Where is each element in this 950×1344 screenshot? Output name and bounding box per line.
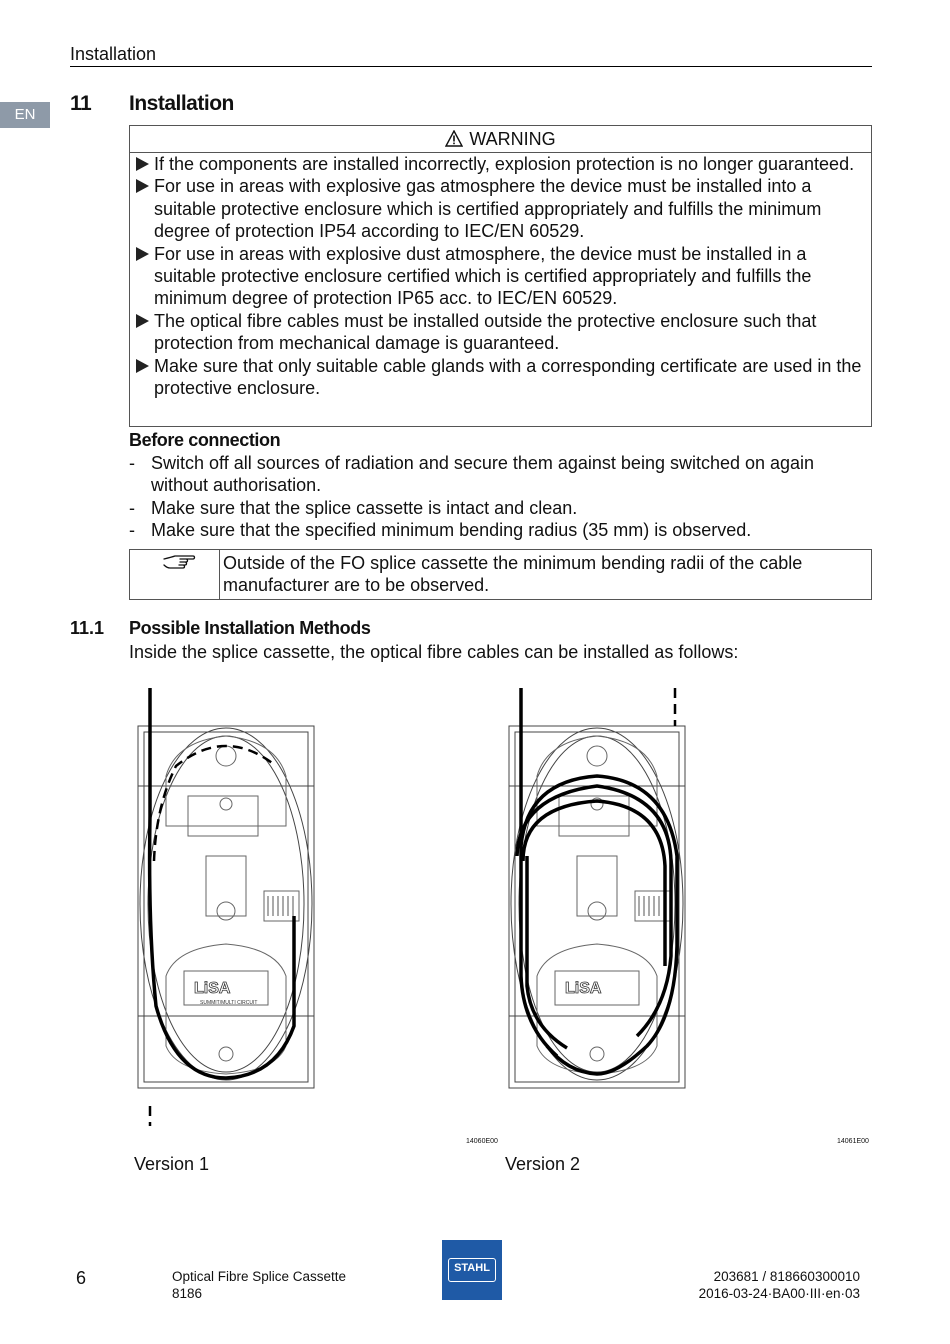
header-rule xyxy=(70,66,872,67)
warning-item: For use in areas with explosive dust atmosphere, the device must be installed in a suitable protective enclosure certified which is certified appropriately and fulfills the minimum degree of protection IP65 acc. to IEC/EN 60529. xyxy=(134,243,871,310)
warning-list xyxy=(130,153,871,399)
figure-caption-2: Version 2 xyxy=(505,1154,581,1174)
note-box xyxy=(129,549,872,600)
running-header: Installation xyxy=(70,44,157,64)
warning-triangle-icon xyxy=(445,128,463,155)
lisa-logo: LiSA xyxy=(565,980,602,997)
list-item: - Make sure that the specified minimum bending radius (35 mm) is observed. xyxy=(129,520,752,541)
figure-version-2 xyxy=(507,686,867,1146)
section-number: 11 xyxy=(70,92,92,115)
list-item: - Switch off all sources of radiation and secure them against being switched on again without authorisation. xyxy=(129,453,815,496)
language-tab: EN xyxy=(0,102,50,128)
subsection-number: 11.1 xyxy=(70,618,105,638)
figure-caption-1: Version 1 xyxy=(134,1154,210,1174)
splice-cassette-drawing-1 xyxy=(136,686,496,1146)
splice-cassette-drawing-2 xyxy=(507,686,867,1146)
note-icon-cell xyxy=(130,550,220,599)
subsection-title: Possible Installation Methods xyxy=(129,618,371,638)
page-number: 6 xyxy=(76,1268,87,1288)
warning-title: WARNING xyxy=(469,129,556,149)
svg-text:SUMMIT/MULTI CIRCUIT: SUMMIT/MULTI CIRCUIT xyxy=(200,1000,258,1006)
arrow-bullet-icon xyxy=(136,157,149,171)
note-text: Outside of the FO splice cassette the minimum bending radii of the cable manufacturer are to be observed. xyxy=(223,553,803,596)
list-item: - Make sure that the splice cassette is intact and clean. xyxy=(129,497,578,518)
before-connection-list xyxy=(129,452,874,542)
warning-item: If the components are installed incorrectly, explosion protection is no longer guaranteed. xyxy=(134,153,871,175)
warning-box xyxy=(129,125,872,427)
figure-code: 14060E00 xyxy=(466,1138,498,1145)
arrow-bullet-icon xyxy=(136,314,149,328)
pointing-hand-icon xyxy=(162,553,198,573)
before-connection-title: Before connection xyxy=(129,430,281,450)
arrow-bullet-icon xyxy=(136,247,149,261)
lisa-logo: LiSA xyxy=(194,980,231,997)
warning-item: The optical fibre cables must be installed outside the protective enclosure such that protection from mechanical damage is guaranteed. xyxy=(134,310,871,355)
figure-code: 14061E00 xyxy=(837,1138,869,1145)
stahl-logo: STAHL xyxy=(442,1240,502,1300)
footer-product: Optical Fibre Splice Cassette 8186 xyxy=(172,1269,347,1301)
warning-item: For use in areas with explosive gas atmosphere the device must be installed into a suitable protective enclosure which is certified appropriately and fulfills the minimum degree of protection IP54 according to IEC/EN 60529. xyxy=(134,175,871,242)
arrow-bullet-icon xyxy=(136,179,149,193)
footer-doc-id: 203681 / 818660300010 2016-03-24·BA00·III·en·03 xyxy=(698,1269,860,1301)
subsection-intro: Inside the splice cassette, the optical fibre cables can be installed as follows: xyxy=(129,642,739,662)
arrow-bullet-icon xyxy=(136,359,149,373)
section-title: Installation xyxy=(129,92,234,115)
figure-version-1 xyxy=(136,686,496,1146)
warning-header xyxy=(130,126,871,153)
warning-item: Make sure that only suitable cable glands with a corresponding certificate are used in the protective enclosure. xyxy=(134,355,871,400)
